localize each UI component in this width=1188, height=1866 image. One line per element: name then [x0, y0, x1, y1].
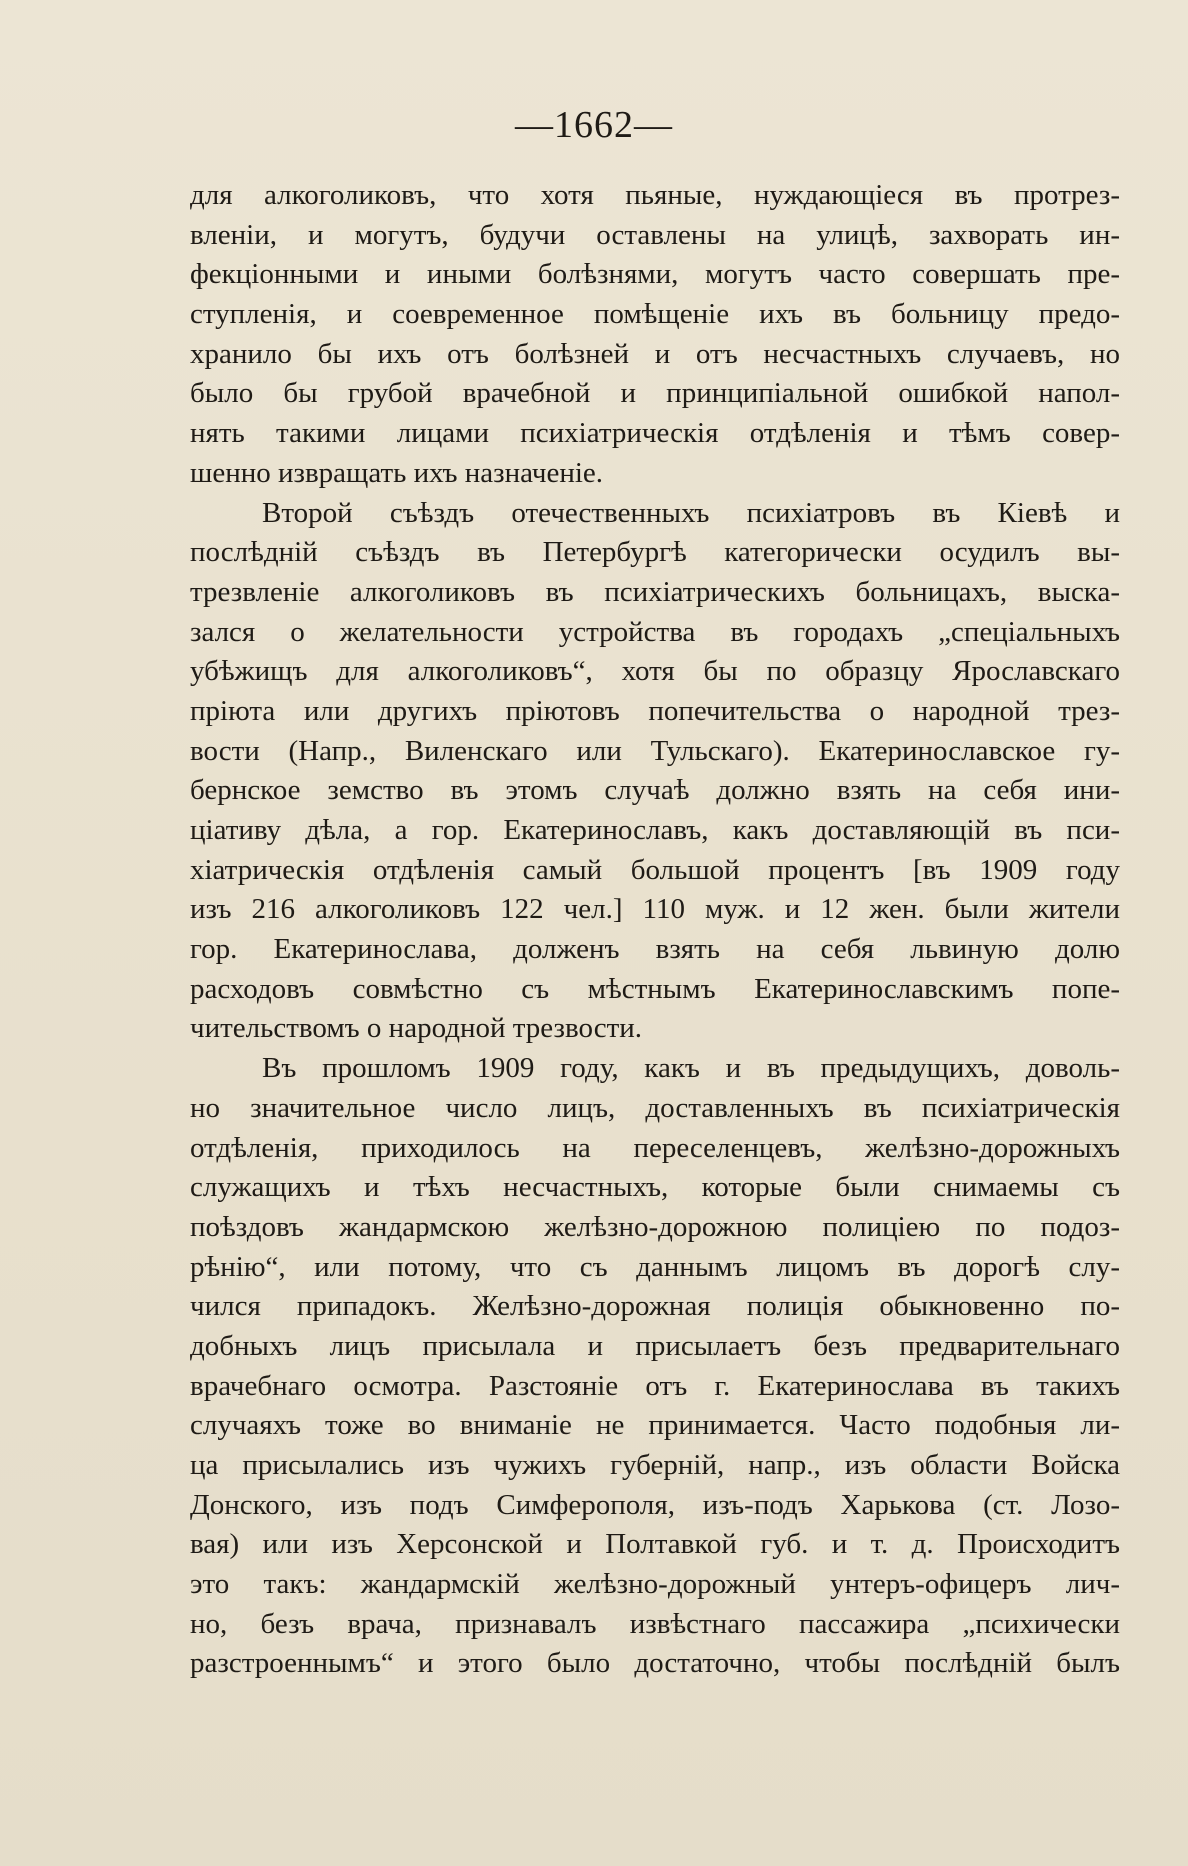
text-line: Въ прошломъ 1909 году, какъ и въ предыдущихъ, доволь-: [262, 1052, 1120, 1085]
text-line: вленіи, и могутъ, будучи оставлены на улицѣ, захворать ин-: [190, 218, 1120, 251]
text-line: чился припадокъ. Желѣзно-дорожная полиція обыкновенно по-: [190, 1290, 1120, 1323]
paragraph-1: [190, 176, 1120, 494]
text-line: изъ 216 алкоголиковъ 122 чел.] 110 муж. и 12 жен. были жители: [190, 893, 1120, 926]
body-text: [190, 176, 1120, 1684]
text-line: было бы грубой врачебной и принципіальной ошибкой напол-: [190, 377, 1120, 410]
text-line: но значительное число лицъ, доставленныхъ въ психіатрическія: [190, 1091, 1120, 1124]
text-line: это такъ: жандармскій желѣзно-дорожный унтеръ-офицеръ лич-: [190, 1568, 1120, 1601]
text-line: хранило бы ихъ отъ болѣзней и отъ несчастныхъ случаевъ, но: [190, 337, 1120, 370]
text-line: для алкоголиковъ, что хотя пьяные, нуждающіеся въ протрез-: [190, 179, 1120, 211]
text-line: шенно извращать ихъ назначеніе.: [190, 456, 604, 489]
text-line: нять такими лицами психіатрическія отдѣленія и тѣмъ совер-: [190, 417, 1120, 450]
text-line: Донского, изъ подъ Симферополя, изъ-подъ Харькова (ст. Лозо-: [190, 1488, 1120, 1521]
text-line: ца присылались изъ чужихъ губерній, напр., изъ области Войска: [190, 1449, 1120, 1481]
text-line: трезвленіе алкоголиковъ въ психіатрическихъ больницахъ, выска-: [190, 575, 1120, 608]
paragraph-2: [190, 494, 1120, 1050]
text-line: ціативу дѣла, а гор. Екатеринославъ, какъ доставляющій въ пси-: [190, 814, 1120, 846]
text-line: фекціонными и иными болѣзнями, могутъ часто совершать пре-: [190, 258, 1120, 291]
text-line: вая) или изъ Херсонской и Полтавкой губ. и т. д. Происходитъ: [190, 1528, 1120, 1561]
text-line: чительствомъ о народной трезвости.: [190, 1012, 643, 1045]
text-line: зался о желательности устройства въ городахъ „спеціальныхъ: [190, 615, 1120, 648]
text-line: рѣнію“, или потому, что съ даннымъ лицомъ въ дорогѣ слу-: [190, 1250, 1120, 1283]
text-line: отдѣленія, приходилось на переселенцевъ, желѣзно-дорожныхъ: [190, 1131, 1120, 1164]
text-line: разстроеннымъ“ и этого было достаточно, чтобы послѣдній былъ: [190, 1647, 1120, 1680]
text-line: убѣжищъ для алкоголиковъ“, хотя бы по образцу Ярославскаго: [190, 655, 1120, 688]
text-line: добныхъ лицъ присылала и присылаетъ безъ предварительнаго: [190, 1329, 1120, 1362]
text-line: но, безъ врача, признавалъ извѣстнаго пассажира „психически: [190, 1607, 1120, 1640]
text-line: расходовъ совмѣстно съ мѣстнымъ Екатеринославскимъ попе-: [190, 972, 1120, 1005]
text-line: послѣдній съѣздъ въ Петербургѣ категорически осудилъ вы-: [190, 536, 1120, 569]
paragraph-3: [190, 1049, 1120, 1684]
page-number: —1662—: [515, 104, 673, 146]
text-line: хіатрическія отдѣленія самый большой процентъ [въ 1909 году: [190, 853, 1120, 886]
text-line: врачебнаго осмотра. Разстояніе отъ г. Екатеринослава въ такихъ: [190, 1369, 1120, 1402]
text-line: ступленія, и соевременное помѣщеніе ихъ въ больницу предо-: [190, 298, 1120, 331]
text-line: случаяхъ тоже во вниманіе не принимается. Часто подобныя ли-: [190, 1409, 1120, 1442]
text-line: поѣздовъ жандармскою желѣзно-дорожною полиціею по подоз-: [190, 1210, 1120, 1243]
text-line: Второй съѣздъ отечественныхъ психіатровъ въ Кіевѣ и: [262, 496, 1120, 529]
text-line: пріюта или другихъ пріютовъ попечительства о народной трез-: [190, 694, 1120, 727]
text-line: вости (Напр., Виленскаго или Тульскаго). Екатеринославское гу-: [190, 734, 1120, 767]
text-line: служащихъ и тѣхъ несчастныхъ, которые были снимаемы съ: [190, 1171, 1120, 1204]
text-line: гор. Екатеринослава, долженъ взять на себя львиную долю: [190, 933, 1120, 966]
text-line: бернское земство въ этомъ случаѣ должно взять на себя ини-: [190, 774, 1120, 807]
